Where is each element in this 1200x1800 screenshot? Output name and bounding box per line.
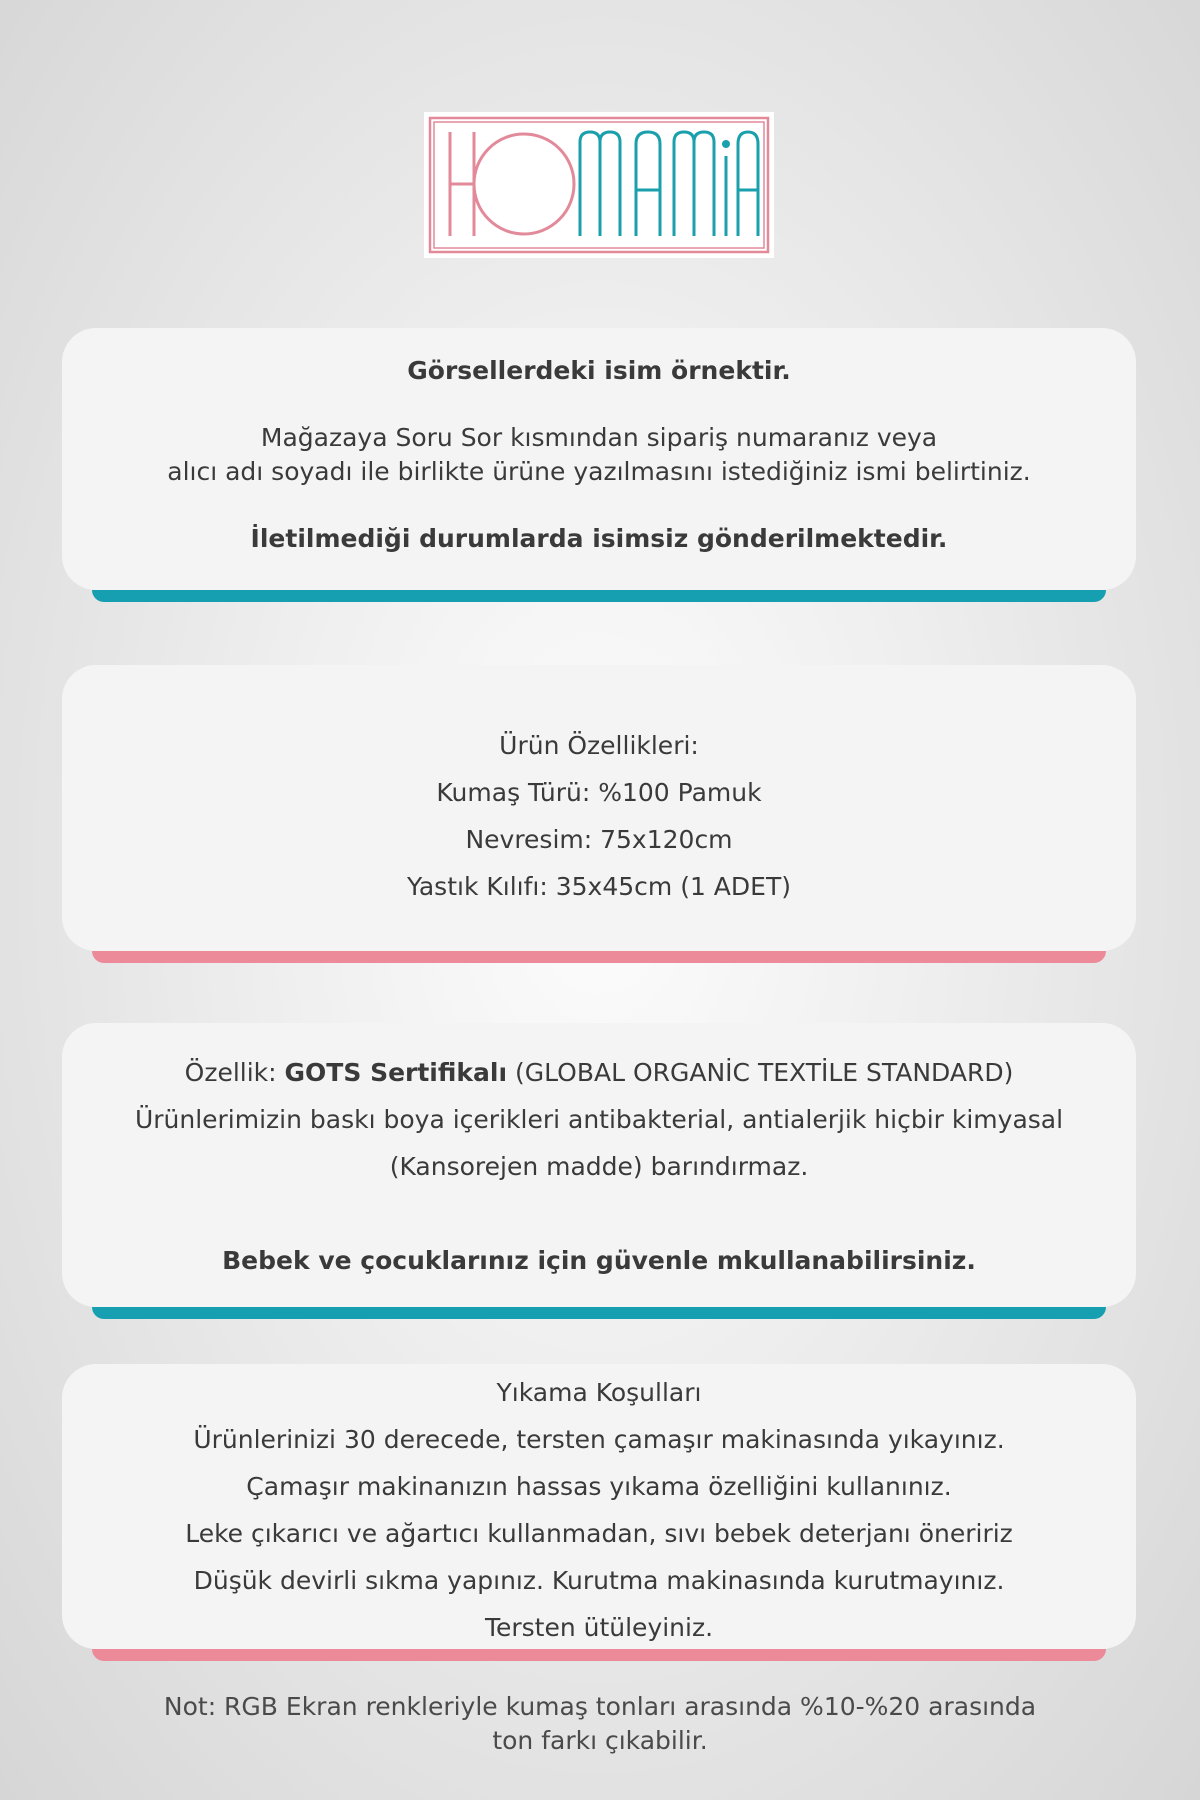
card1-accent-stripe — [92, 590, 1106, 602]
card3-line3: (Kansorejen madde) barındırmaz. — [389, 1152, 809, 1181]
pillowcase-size: Yastık Kılıfı: 35x45cm (1 ADET) — [407, 872, 791, 901]
card4-title: Yıkama Koşulları — [496, 1378, 702, 1407]
washing-item: Çamaşır makinanızın hassas yıkama özelliğini kullanınız. — [246, 1472, 952, 1501]
note-line1: Not: RGB Ekran renkleriyle kumaş tonları arasında %10-%20 arasında — [163, 1692, 1037, 1721]
color-tone-note — [100, 1690, 1100, 1758]
fabric-type: Kumaş Türü: %100 Pamuk — [436, 778, 762, 807]
feature-line — [62, 1049, 1136, 1096]
note-line2: ton farkı çıkabilir. — [492, 1726, 708, 1755]
spacer — [62, 1190, 1136, 1237]
duvet-size: Nevresim: 75x120cm — [465, 825, 733, 854]
homamia-logo — [424, 112, 774, 258]
card1-footer: İletilmediği durumlarda isimsiz gönderilmektedir. — [250, 524, 948, 553]
washing-item: Düşük devirli sıkma yapınız. Kurutma makinasında kurutmayınız. — [193, 1566, 1005, 1595]
card4-accent-stripe — [92, 1649, 1106, 1661]
gots-label: GOTS Sertifikalı — [284, 1058, 508, 1087]
feature-prefix: Özellik: — [184, 1058, 285, 1087]
card3-footer: Bebek ve çocuklarınız için güvenle mkullanabilirsiniz. — [222, 1246, 976, 1275]
certification-card — [62, 1023, 1136, 1307]
personalization-info-card — [62, 328, 1136, 590]
washing-item: Ürünlerinizi 30 derecede, tersten çamaşır makinasında yıkayınız. — [193, 1425, 1005, 1454]
card2-title: Ürün Özellikleri: — [499, 731, 699, 760]
spacer — [62, 489, 1136, 522]
washing-item: Leke çıkarıcı ve ağartıcı kullanmadan, sıvı bebek deterjanı öneririz — [185, 1519, 1013, 1548]
card3-accent-stripe — [92, 1307, 1106, 1319]
feature-suffix: (GLOBAL ORGANİC TEXTİLE STANDARD) — [507, 1058, 1014, 1087]
washing-item: Tersten ütüleyiniz. — [484, 1613, 714, 1642]
card1-line1: Mağazaya Soru Sor kısmından sipariş numaranız veya — [260, 423, 938, 452]
card3-line2: Ürünlerimizin baskı boya içerikleri antibakterial, antialerjik hiçbir kimyasal — [134, 1105, 1064, 1134]
washing-instructions-card — [62, 1364, 1136, 1649]
homamia-logo-mark — [424, 112, 774, 258]
card1-title: Görsellerdeki isim örnektir. — [407, 356, 791, 385]
card2-accent-stripe — [92, 951, 1106, 963]
card1-line2: alıcı adı soyadı ile birlikte ürüne yazılmasını istediğiniz ismi belirtiniz. — [167, 457, 1031, 486]
spacer — [62, 388, 1136, 421]
product-features-card — [62, 665, 1136, 951]
